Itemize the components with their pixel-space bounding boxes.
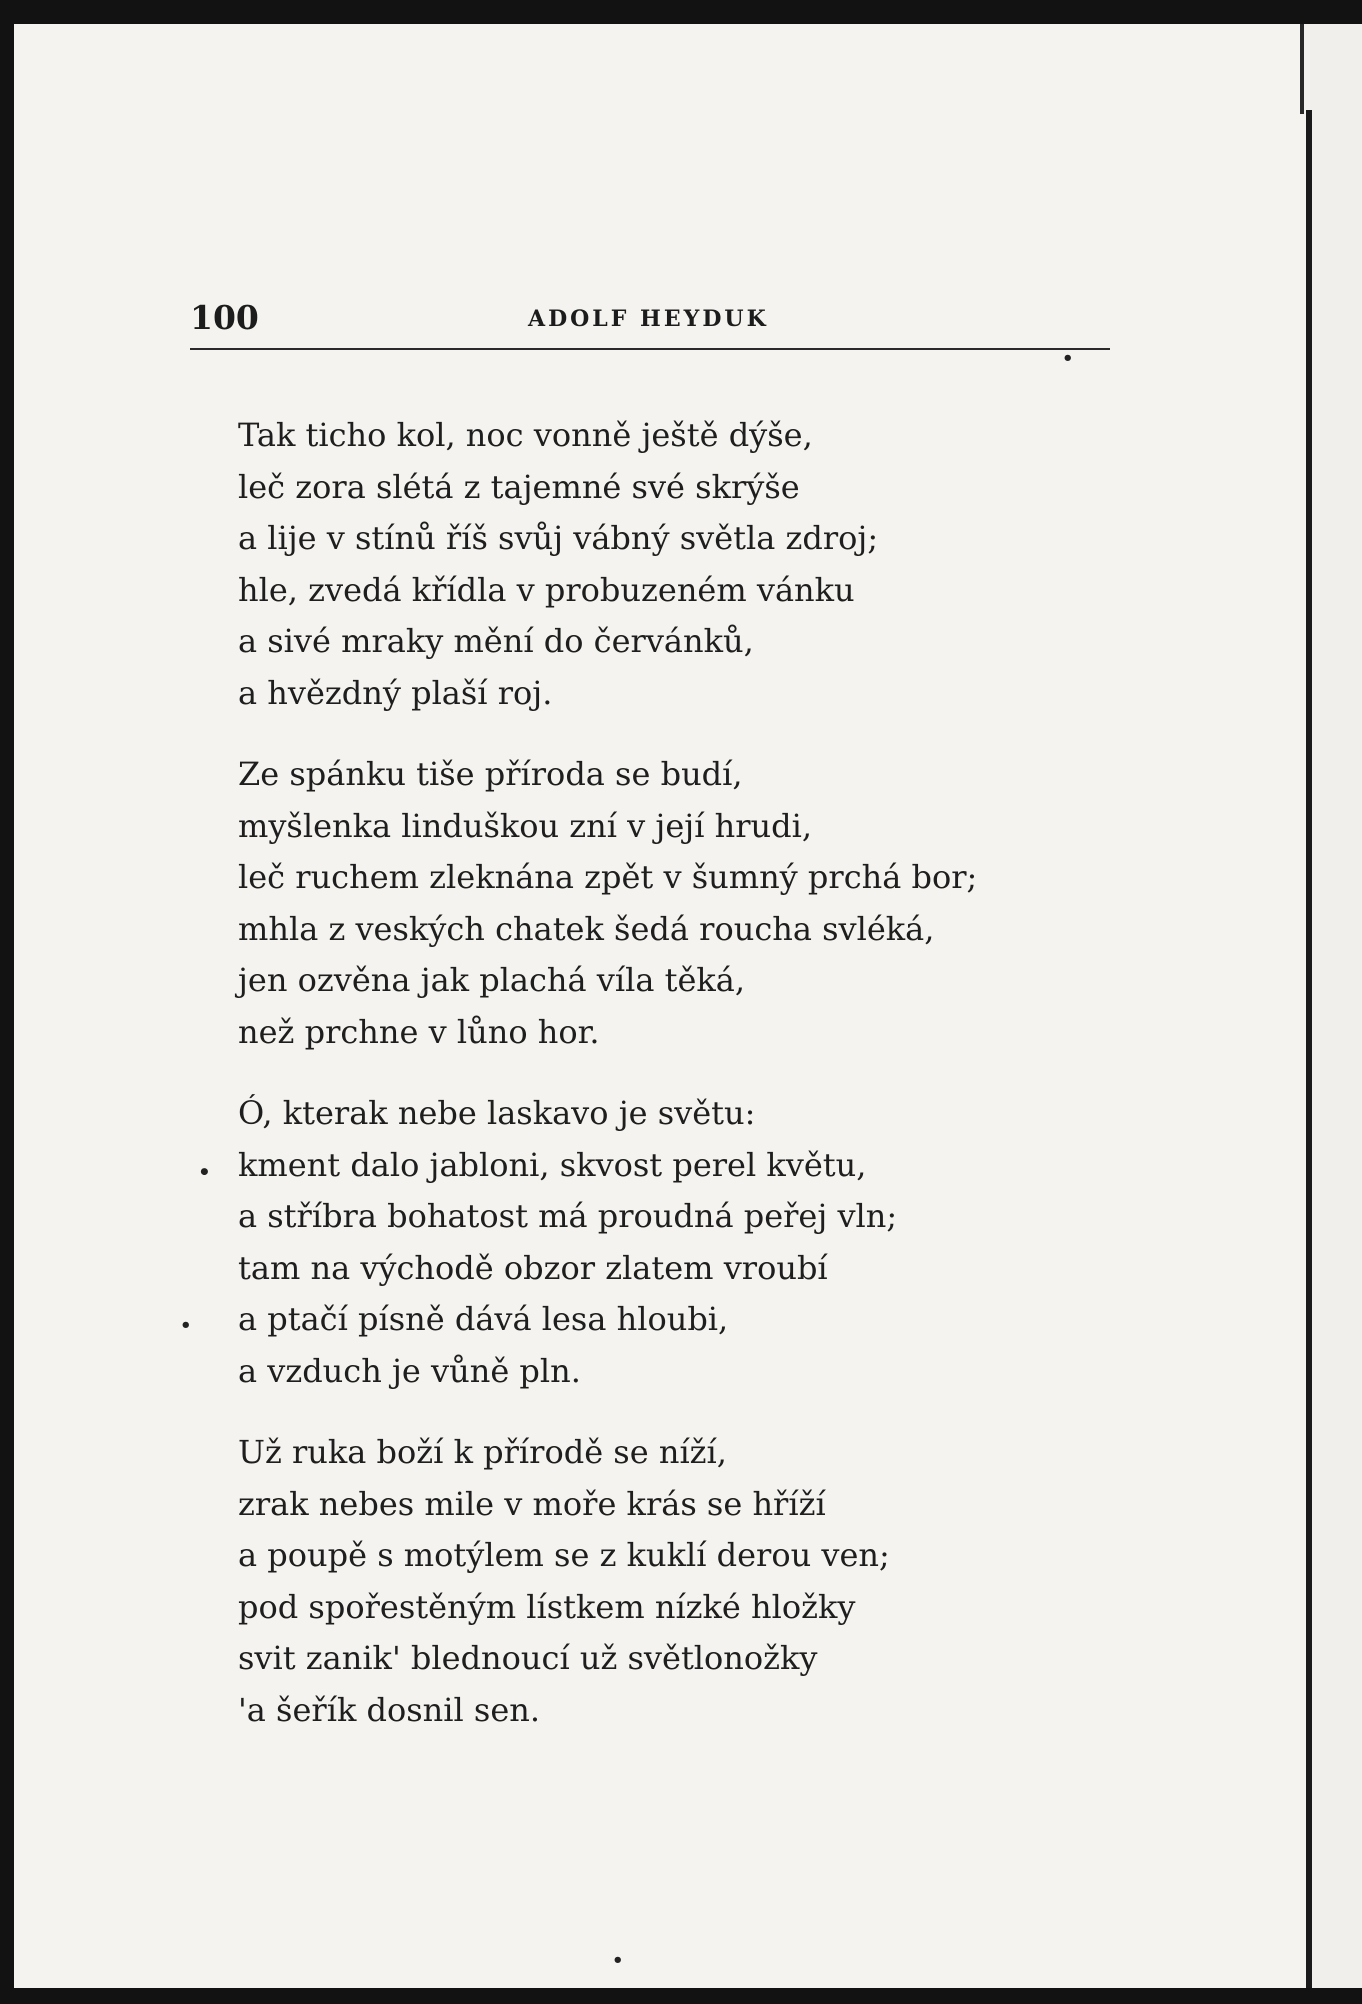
verse-line: 'a šeřík dosnil sen.: [238, 1690, 541, 1729]
verse-line: zrak nebes mile v moře krás se hříží: [238, 1484, 826, 1523]
verse-line: než prchne v lůno hor.: [238, 1012, 600, 1051]
stanza: [238, 1088, 1138, 1397]
verse-line: a lije v stínů říš svůj vábný světla zdroj;: [238, 519, 879, 557]
verse-line: pod spořestěným lístkem nízké hložky: [238, 1587, 856, 1626]
stanza: [238, 410, 1138, 719]
verse-line: Ze spánku tiše příroda se budí,: [238, 755, 743, 793]
verse-line: leč ruchem zleknána zpět v šumný prchá bor;: [238, 858, 978, 896]
page-number: 100: [190, 298, 259, 337]
ink-speck: •: [180, 1315, 192, 1336]
verse-line: a ptačí písně dává lesa hloubi,: [238, 1300, 729, 1338]
verse-line: a sivé mraky mění do červánků,: [238, 622, 754, 660]
verse-line: a vzduch je vůně pln.: [238, 1351, 581, 1390]
verse-line: hle, zvedá křídla v probuzeném vánku: [238, 570, 855, 609]
page-edge-shadow: [1306, 110, 1312, 1990]
verse-line: tam na východě obzor zlatem vroubí: [238, 1248, 828, 1287]
page-edge: [1310, 24, 1362, 1988]
ink-speck: •: [198, 1160, 211, 1184]
ink-speck: •: [612, 1950, 624, 1971]
scan-bottom-border: [0, 1988, 1362, 2004]
header-rule: [190, 348, 1110, 350]
page-edge-shadow-top: [1300, 24, 1304, 114]
verse-line: leč zora slétá z tajemné své skrýše: [238, 467, 800, 506]
verse-line: jen ozvěna jak plachá víla těká,: [238, 961, 746, 999]
verse-line: Tak ticho kol, noc vonně ještě dýše,: [238, 416, 813, 454]
running-head: ADOLF HEYDUK: [528, 306, 769, 332]
verse-line: a stříbra bohatost má proudná peřej vln;: [238, 1197, 898, 1235]
verse-line: Ó, kterak nebe laskavo je světu:: [238, 1094, 756, 1132]
ink-speck: •: [1062, 348, 1074, 369]
verse-line: a hvězdný plaší roj.: [238, 673, 553, 712]
stanza: [238, 1427, 1138, 1736]
verse-line: myšlenka linduškou zní v její hrudi,: [238, 806, 813, 845]
poem: [238, 410, 1138, 1766]
verse-line: svit zanik' blednoucí už světlonožky: [238, 1639, 818, 1677]
verse-line: Už ruka boží k přírodě se níží,: [238, 1433, 727, 1471]
stanza: [238, 749, 1138, 1058]
verse-line: a poupě s motýlem se z kuklí derou ven;: [238, 1536, 890, 1574]
page-header: [190, 298, 1110, 342]
verse-line: kment dalo jabloni, skvost perel květu,: [238, 1145, 867, 1184]
verse-line: mhla z veských chatek šedá roucha svléká,: [238, 909, 935, 948]
